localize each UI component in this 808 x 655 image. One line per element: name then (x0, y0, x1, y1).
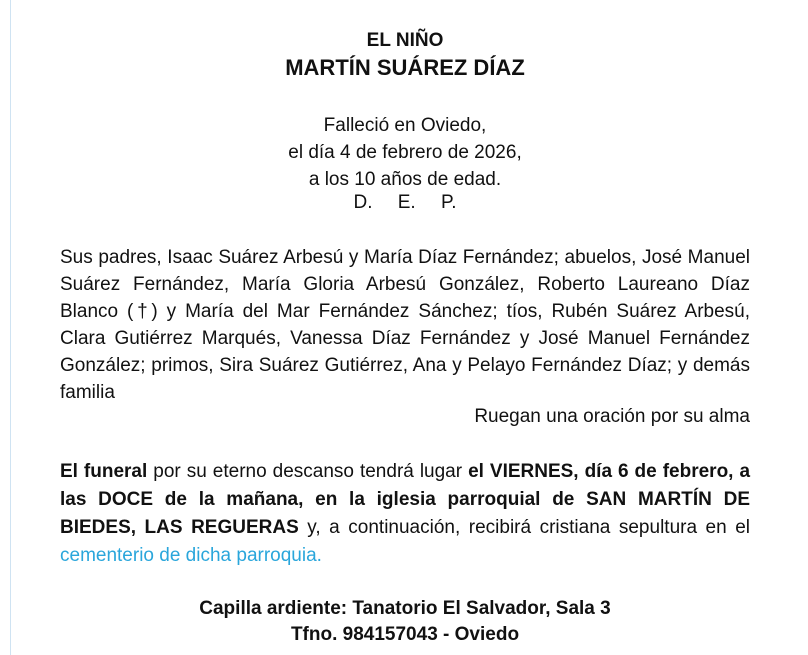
chapel-info (60, 596, 750, 648)
deceased-name: MARTÍN SUÁREZ DÍAZ (285, 55, 525, 80)
left-border-rule (10, 0, 11, 655)
death-info (60, 112, 750, 193)
funeral-text-1: por su eterno descanso tendrá lugar (147, 461, 469, 482)
chapel-location: Capilla ardiente: Tanatorio El Salvador, Sala 3 (199, 598, 611, 619)
death-place: Falleció en Oviedo, (323, 115, 487, 136)
funeral-text-2: y, a continuación, recibirá cristiana sepultura en el (298, 517, 751, 538)
death-age: a los 10 años de edad. (308, 169, 502, 190)
funeral-paragraph (60, 458, 750, 570)
chapel-phone: Tfno. 984157043 - Oviedo (290, 624, 520, 645)
header-title: EL NIÑO (366, 30, 444, 51)
family-paragraph: Sus padres, Isaac Suárez Arbesú y María Díaz Fernández; abuelos, José Manuel Suárez Fernández, María Gloria Arbesú González, Roberto Laureano Díaz Blanco (†) y María del Mar Fernández Sánchez; tíos, Rubén Suárez Arbesú, Clara Gutiérrez Marqués, Vanessa Díaz Fernández y José Manuel Fernández González; primos, Sira Suárez Gutiérrez, Ana y Pelayo Fernández Díaz; y demás familia (60, 247, 750, 403)
funeral-label: El funeral (60, 461, 148, 482)
funeral-time-place: el VIERNES, día 6 de febrero, a las DOCE de la mañana, en la iglesia parroquial de SAN MARTÍN DE BIEDES, LAS REGUERAS (60, 461, 751, 538)
prayer-request: Ruegan una oración por su alma (474, 406, 750, 427)
cemetery-link[interactable]: cementerio de dicha parroquia. (60, 545, 322, 566)
death-date: el día 4 de febrero de 2026, (288, 142, 522, 163)
rip-text: D. E. P. (353, 192, 457, 213)
